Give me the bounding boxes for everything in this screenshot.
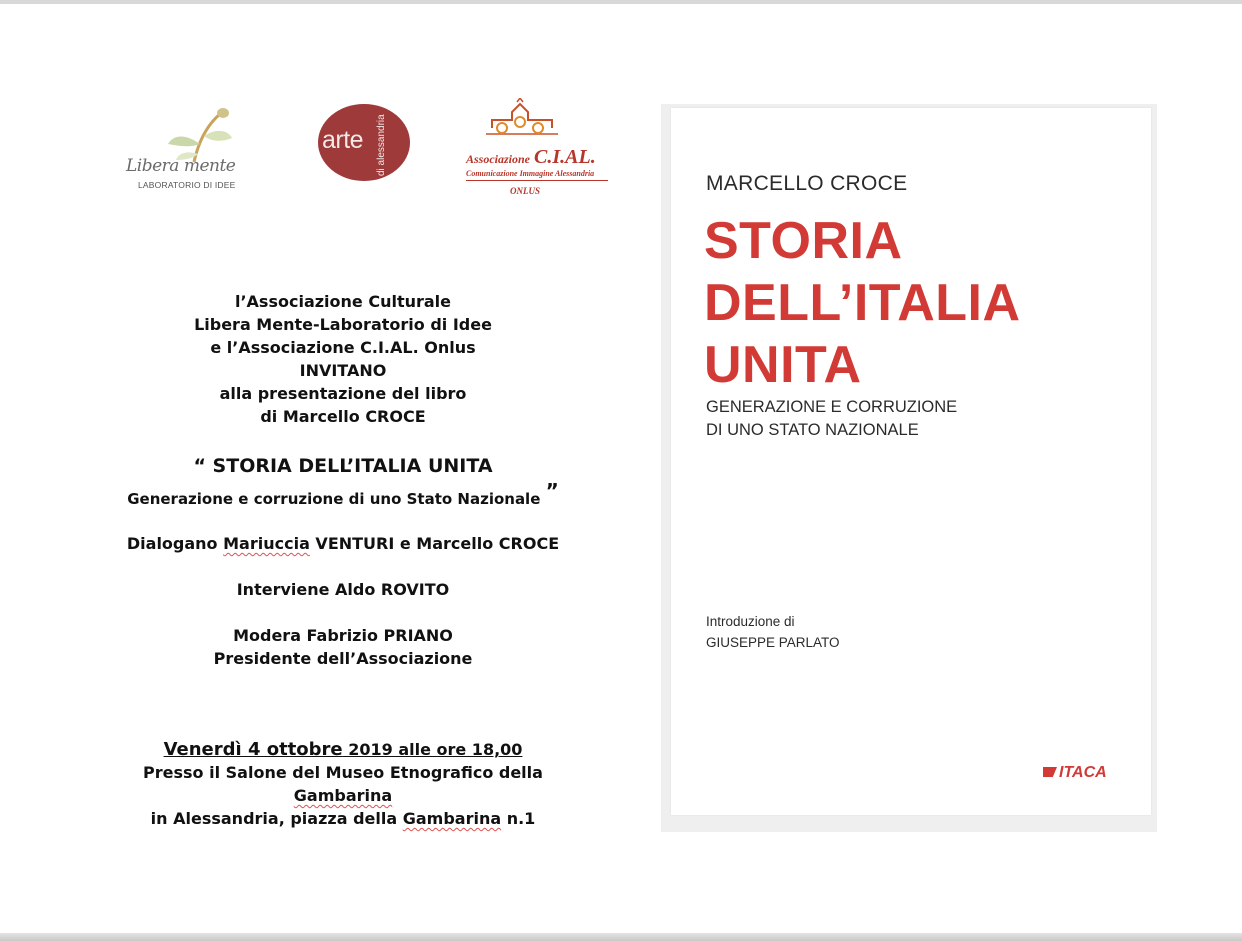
- dialog-prefix: Dialogano: [126, 534, 224, 553]
- venue-line-1: Presso il Salone del Museo Etnografico della: [143, 763, 543, 782]
- venue-gambarina: Gambarina: [293, 786, 393, 805]
- dialog-line: [100, 532, 586, 555]
- cial-prefix: Associazione: [466, 152, 531, 166]
- date-line: [100, 738, 586, 761]
- arte-word: arte: [322, 126, 364, 154]
- interviene-line: Interviene Aldo ROVITO: [236, 580, 450, 599]
- libera-script: Libera mente: [126, 156, 236, 176]
- invite-line: alla presentazione del libro: [219, 384, 467, 403]
- date-rest: 2019 alle ore 18,00: [342, 740, 523, 759]
- cial-subtitle: Comunicazione Immagine Alessandria: [466, 169, 595, 178]
- cover-intro-name: GIUSEPPE PARLATO: [706, 635, 840, 650]
- cial-title: [466, 146, 596, 169]
- book-cover: [671, 108, 1151, 815]
- cover-subtitle-line: DI UNO STATO NAZIONALE: [706, 421, 919, 439]
- book-subtitle-close-quote: ”: [545, 479, 559, 503]
- dialog-name: Mariuccia: [223, 534, 310, 553]
- book-subtitle-text: Generazione e corruzione di uno Stato Nazionale: [127, 490, 541, 508]
- libera-subtitle: LABORATORIO DI IDEE: [138, 180, 236, 190]
- cover-title-line: DELL’ITALIA: [704, 274, 1021, 332]
- bottom-rule: [0, 933, 1242, 941]
- cover-title-line: STORIA: [704, 212, 903, 270]
- venue-line-2: [100, 784, 586, 807]
- cover-subtitle: [706, 396, 957, 442]
- cover-title: [704, 210, 1144, 396]
- invite-line: di Marcello CROCE: [260, 407, 426, 426]
- venue-line-3-name: Gambarina: [402, 809, 502, 828]
- publisher-logo: [1043, 764, 1107, 782]
- book-subtitle: [100, 479, 586, 509]
- invite-line: l’Associazione Culturale: [234, 292, 452, 311]
- cial-underline: [466, 180, 608, 181]
- presidente-line: Presidente dell’Associazione: [213, 649, 473, 668]
- invite-line: e l’Associazione C.I.AL. Onlus: [210, 338, 476, 357]
- top-rule: [0, 0, 1242, 4]
- arte-alessandria-logo: [318, 104, 410, 181]
- venue-line-3: [100, 807, 586, 830]
- cover-introduction: [706, 611, 840, 653]
- venue-line-3-prefix: in Alessandria, piazza della: [150, 809, 403, 828]
- cover-title-line: UNITA: [704, 336, 862, 394]
- moderator-block: [100, 624, 586, 670]
- publisher-name: ITACA: [1059, 764, 1107, 781]
- cial-name: C.I.AL.: [534, 146, 596, 168]
- publisher-mark-icon: [1043, 767, 1057, 777]
- invite-line: Libera Mente-Laboratorio di Idee: [194, 315, 492, 334]
- libera-mente-logo: [124, 104, 262, 194]
- cover-author: MARCELLO CROCE: [706, 172, 908, 195]
- building-icon: [462, 98, 612, 146]
- dialog-suffix: VENTURI e Marcello CROCE: [309, 534, 560, 553]
- venue-line-3-suffix: n.1: [501, 809, 536, 828]
- cial-onlus: ONLUS: [510, 186, 541, 196]
- cover-subtitle-line: GENERAZIONE E CORRUZIONE: [706, 398, 958, 416]
- invitation-intro: [100, 290, 586, 428]
- event-details: [100, 738, 586, 830]
- invite-line: INVITANO: [299, 361, 387, 380]
- arte-vertical-text: di alessandria: [376, 114, 387, 176]
- modera-line: Modera Fabrizio PRIANO: [233, 626, 453, 645]
- cover-intro-label: Introduzione di: [706, 614, 795, 629]
- book-title: “ STORIA DELL’ITALIA UNITA: [193, 455, 493, 477]
- date-strong: Venerdì 4 ottobre: [163, 739, 343, 760]
- sprout-icon: [124, 104, 262, 164]
- cial-logo: [462, 98, 612, 202]
